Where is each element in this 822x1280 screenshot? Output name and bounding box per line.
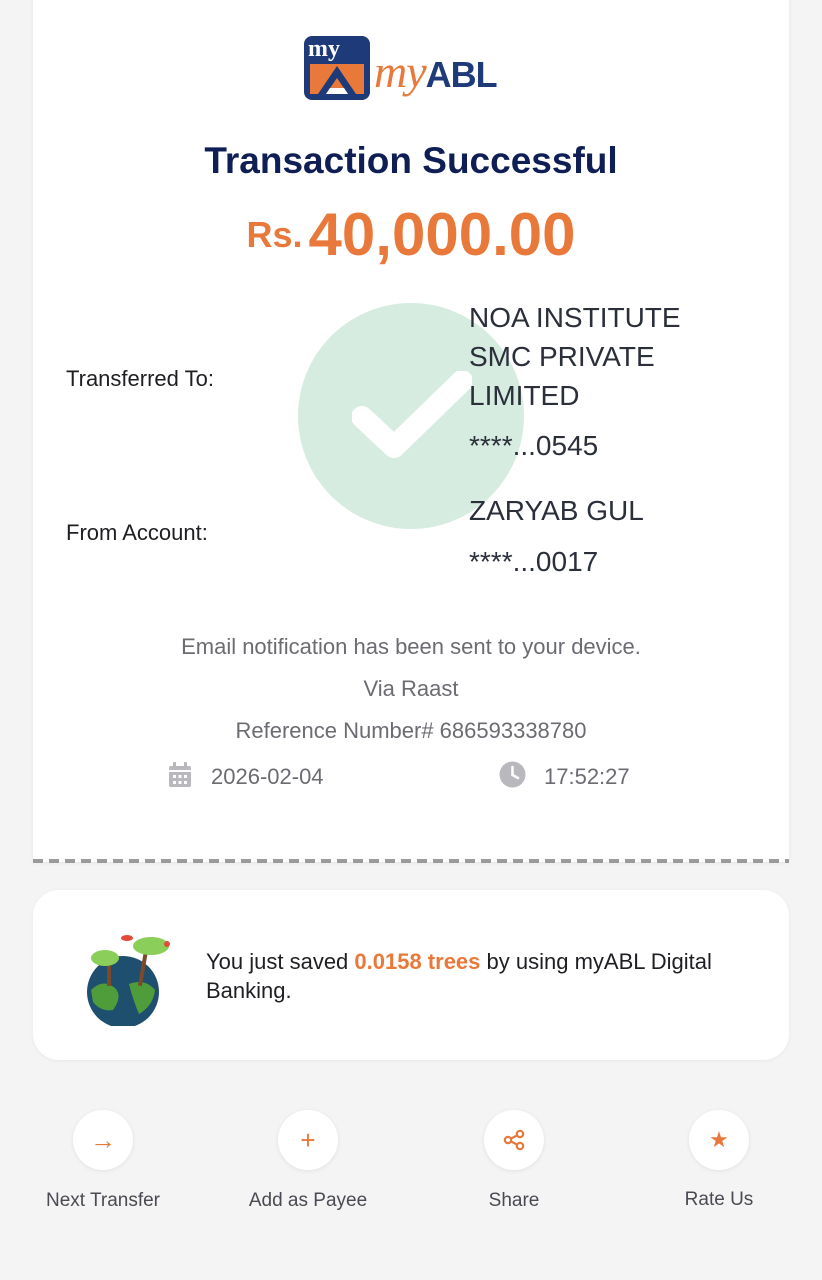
transaction-date: 2026-02-04	[211, 764, 324, 789]
calendar-icon	[168, 762, 192, 788]
amount-value: 40,000.00	[308, 201, 576, 268]
next-transfer-button[interactable]: → Next Transfer	[23, 1110, 183, 1212]
star-icon[interactable]: ★	[689, 1110, 749, 1170]
logo-a-icon	[314, 62, 360, 96]
page-title: Transaction Successful	[204, 140, 618, 181]
via-channel-text: Via Raast	[363, 676, 459, 701]
trees-saved-value: 0.0158 trees	[354, 949, 481, 974]
logo-wordmark: myABL	[374, 46, 497, 97]
transferred-to-name: NOA INSTITUTE SMC PRIVATE LIMITED	[469, 302, 681, 411]
logo-tile: my	[304, 36, 370, 100]
earth-trees-icon	[83, 930, 179, 1026]
transaction-amount	[0, 200, 822, 269]
transferred-to-label: Transferred To:	[66, 366, 214, 391]
plus-icon[interactable]: +	[278, 1110, 338, 1170]
eco-savings-text: You just saved 0.0158 trees by using myABL Digital Banking.	[206, 949, 712, 1003]
share-icon[interactable]	[484, 1110, 544, 1170]
from-account-name: ZARYAB GUL	[469, 495, 644, 526]
reference-number: Reference Number# 686593338780	[235, 718, 587, 743]
from-account-label: From Account:	[66, 520, 208, 545]
email-notification-text: Email notification has been sent to your device.	[181, 634, 641, 659]
transferred-to-account: ****...0545	[469, 430, 599, 461]
add-as-payee-button[interactable]: + Add as Payee	[228, 1110, 388, 1212]
receipt-tear-edge	[33, 859, 789, 863]
currency-label: Rs.	[246, 214, 303, 255]
transaction-time: 17:52:27	[544, 764, 630, 789]
eco-savings-card	[33, 890, 789, 1060]
from-account-number: ****...0017	[469, 546, 599, 577]
myabl-logo	[304, 36, 520, 108]
arrow-right-icon[interactable]: →	[73, 1110, 133, 1170]
share-button[interactable]: Share	[434, 1110, 594, 1212]
rate-us-button[interactable]: ★ Rate Us	[639, 1110, 799, 1211]
clock-icon	[499, 761, 526, 788]
